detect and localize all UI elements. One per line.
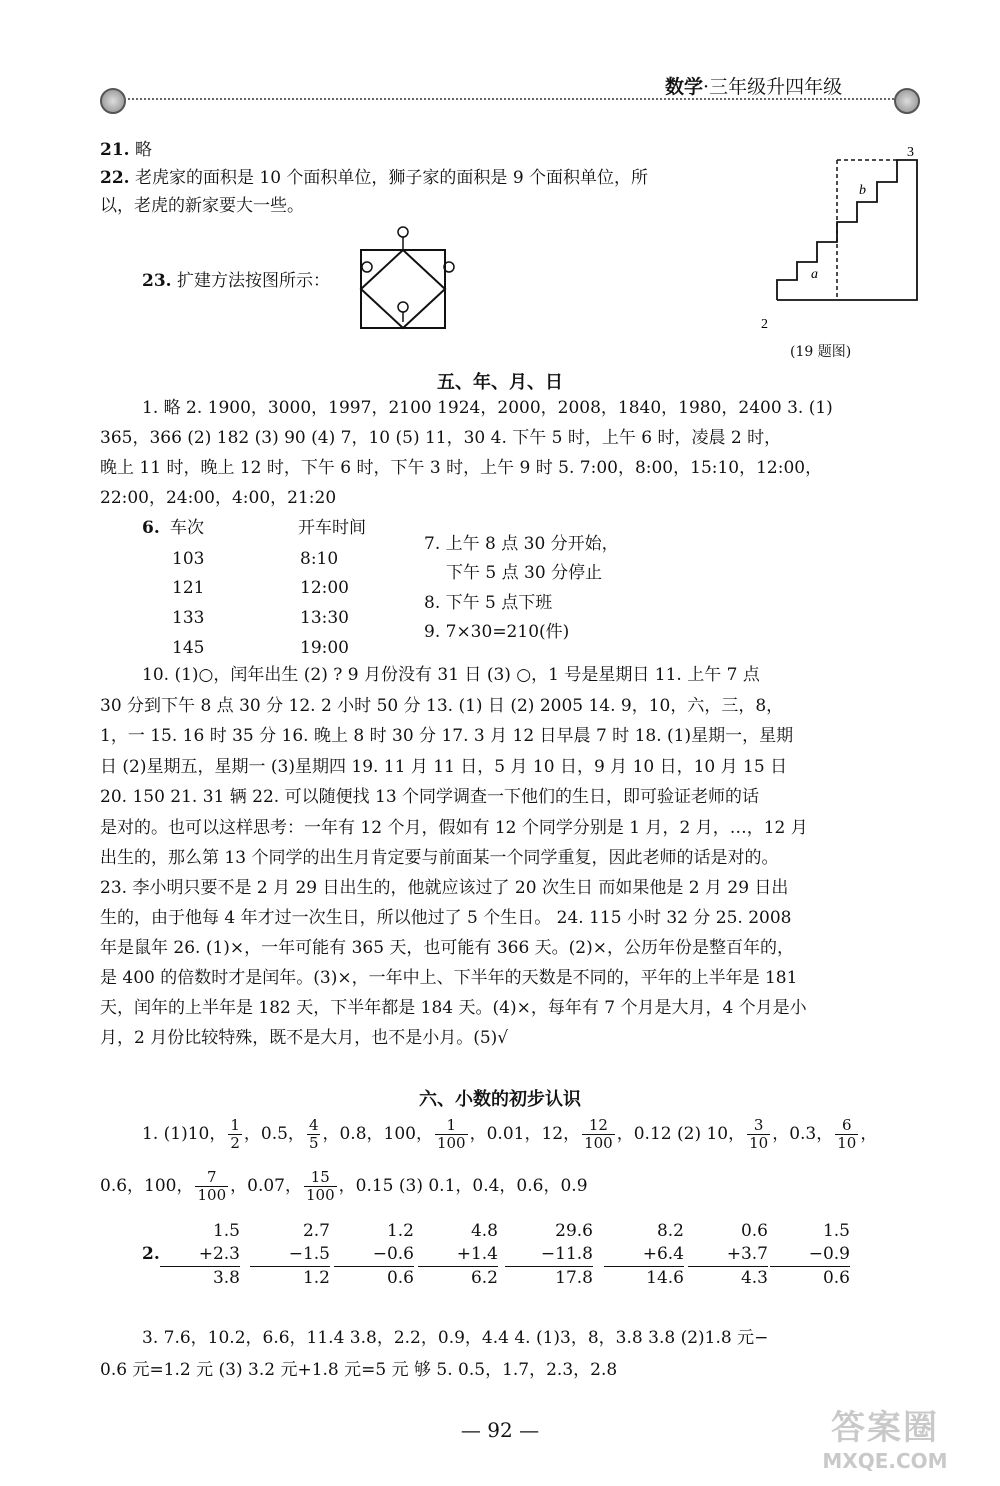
- section5-para-line: 天，闰年的上半年是 182 天，下半年都是 184 天。(4)×，每年有 7 个月是大月，4 个月是小: [100, 998, 807, 1018]
- q1-text: ，0.07，: [230, 1176, 302, 1196]
- calc-operand: +2.3: [160, 1243, 240, 1267]
- q2-label: 2.: [142, 1244, 160, 1264]
- table6-header-time: 开车时间: [298, 518, 366, 538]
- section6-q3-line2: 0.6 元=1.2 元 (3) 3.2 元+1.8 元=5 元 够 5. 0.5，1.7，2.3，2.8: [100, 1360, 618, 1380]
- table6-cell: 121: [172, 578, 205, 598]
- calc-operand: 1.5: [822, 1221, 850, 1241]
- table6-cell: 8:10: [300, 549, 339, 569]
- calc-result: 0.6: [822, 1268, 850, 1288]
- answer-22-text-cont: 以，老虎的新家要大一些。: [100, 196, 304, 216]
- numerator: 12: [582, 1117, 615, 1135]
- fraction: [304, 1169, 337, 1204]
- denominator: 10: [749, 1134, 769, 1152]
- calc-result: 3.8: [212, 1268, 240, 1288]
- header-left-ornament-icon: [100, 88, 126, 114]
- section5-para-line: 10. (1)○，闰年出生 (2) ? 9 月份没有 31 日 (3) ○，1 号是星期日 11. 上午 7 点: [142, 665, 760, 685]
- numerator: 3: [747, 1117, 770, 1135]
- q1-text: ，0.3，: [772, 1124, 834, 1144]
- figure-19-label-b: b: [859, 183, 866, 198]
- header-separator: ·: [703, 76, 710, 98]
- fraction: [835, 1117, 858, 1152]
- calc-result: 6.2: [470, 1268, 498, 1288]
- section5-title: 五、年、月、日: [437, 372, 563, 393]
- numerator: 7: [195, 1169, 228, 1187]
- answer-9: 9. 7×30=210(件): [424, 622, 570, 642]
- section5-para-line: 1，一 15. 16 时 35 分 16. 晚上 8 时 30 分 17. 3 月 12 日早晨 7 时 18. (1)星期一，星期: [100, 726, 794, 746]
- denominator: 5: [308, 1134, 319, 1152]
- header-subject: 数学: [665, 76, 704, 98]
- table6-cell: 12:00: [300, 578, 349, 598]
- figure-19-staircase-diagram: [755, 142, 935, 337]
- calc-operand: 4.8: [470, 1221, 498, 1241]
- vertical-calc: [334, 1220, 414, 1290]
- calc-result: 4.3: [740, 1268, 768, 1288]
- section5-para-line: 年是鼠年 26. (1)×，一年可能有 365 天，也可能有 366 天。(2)×，公历年份是整百年的，: [100, 938, 795, 958]
- denominator: 100: [584, 1134, 613, 1152]
- vertical-calc: [160, 1220, 240, 1290]
- fraction: [195, 1169, 228, 1204]
- calc-operand: −0.6: [334, 1243, 414, 1267]
- figure-23-expansion-diagram: [355, 222, 460, 332]
- calc-operand: 1.5: [212, 1221, 240, 1241]
- figure-19-label-3: 3: [907, 145, 914, 160]
- section5-line: 365，366 (2) 182 (3) 90 (4) 7，10 (5) 11，30 4. 下午 5 时，上午 6 时，凌晨 2 时，: [100, 428, 782, 448]
- denominator: 100: [436, 1134, 466, 1152]
- table6-cell: 145: [172, 638, 205, 658]
- watermark-brand: 答案圈: [831, 1408, 939, 1448]
- q1-text: 1. (1)10，: [142, 1124, 227, 1144]
- q1-text: ，0.15 (3) 0.1，0.4，0.6，0.9: [338, 1176, 588, 1196]
- answer-22-num: 22.: [100, 168, 130, 188]
- section5-para-line: 23. 李小明只要不是 2 月 29 日出生的，他就应该过了 20 次生日 而如果他是 2 月 29 日出: [100, 878, 789, 898]
- calc-operand: 0.6: [740, 1221, 768, 1241]
- watermark-url: MXQE.COM: [822, 1449, 948, 1473]
- fraction: [228, 1117, 242, 1152]
- vertical-calc: [604, 1220, 684, 1290]
- q1-text: ，0.5，: [243, 1124, 305, 1144]
- numerator: 6: [835, 1117, 858, 1135]
- numerator: 4: [308, 1116, 319, 1134]
- answer-7-cont: 下午 5 点 30 分停止: [446, 563, 603, 583]
- answer-23-num: 23.: [142, 271, 172, 291]
- q1-text: ，0.01，12，: [469, 1124, 581, 1144]
- fraction: [747, 1117, 770, 1152]
- answer-22-line1: [100, 168, 648, 189]
- table6-header-train: 车次: [170, 518, 204, 538]
- section5-para-line: 30 分到下午 8 点 30 分 12. 2 小时 50 分 13. (1) 日 (2) 2005 14. 9，10，六，三，8，: [100, 696, 784, 716]
- numerator: 1: [435, 1117, 468, 1135]
- q1-text: ，: [860, 1124, 878, 1144]
- calc-result: 1.2: [302, 1268, 330, 1288]
- answer-23-text: 扩建方法按图所示：: [176, 271, 330, 291]
- calc-operand: +6.4: [604, 1243, 684, 1267]
- page-number: — 92 —: [460, 1418, 540, 1442]
- section5-para-line: 是 400 的倍数时才是闰年。(3)×，一年中上、下半年的天数是不同的，平年的上半年是 181: [100, 968, 798, 988]
- figure-19-label-a: a: [811, 267, 818, 282]
- header-right-ornament-icon: [894, 88, 920, 114]
- section5-para-line: 出生的，那么第 13 个同学的出生月肯定要与前面某一个同学重复，因此老师的话是对的。: [100, 848, 779, 868]
- numerator: 1: [230, 1116, 240, 1134]
- denominator: 100: [197, 1186, 227, 1204]
- denominator: 10: [837, 1134, 857, 1152]
- header: [0, 0, 1000, 120]
- fraction: [307, 1117, 321, 1152]
- answer-23: [142, 271, 330, 292]
- section5-para-line: 日 (2)星期五，星期一 (3)星期四 19. 11 月 11 日，5 月 10 日，9 月 10 日，10 月 15 日: [100, 757, 788, 777]
- table6-cell: 103: [172, 549, 205, 569]
- answer-21-text: 略: [134, 140, 152, 160]
- q1-text: ，0.8，100，: [322, 1124, 433, 1144]
- section5-para-line: 是对的。也可以这样思考：一年有 12 个月，假如有 12 个同学分别是 1 月，2 月，…，12 月: [100, 818, 808, 838]
- section6-q3-line1: 3. 7.6，10.2，6.6，11.4 3.8，2.2，0.9，4.4 4. (1)3，8，3.8 3.8 (2)1.8 元−: [142, 1328, 769, 1348]
- denominator: 100: [305, 1186, 335, 1204]
- calc-result: 17.8: [555, 1268, 593, 1288]
- vertical-calc: [418, 1220, 498, 1290]
- vertical-calc: [505, 1220, 593, 1290]
- section6-title: 六、小数的初步认识: [419, 1089, 581, 1110]
- table6-cell: 133: [172, 608, 205, 628]
- calc-result: 14.6: [646, 1268, 684, 1288]
- calc-operand: −11.8: [505, 1243, 593, 1267]
- vertical-calc: [770, 1220, 850, 1290]
- calc-operand: +3.7: [688, 1243, 768, 1267]
- calc-operand: 1.2: [386, 1221, 414, 1241]
- calc-operand: −0.9: [770, 1243, 850, 1267]
- section5-line: 22:00，24:00，4:00，21:20: [100, 488, 337, 508]
- calc-operand: −1.5: [250, 1243, 330, 1267]
- vertical-calc: [250, 1220, 330, 1290]
- header-grade: 三年级升四年级: [709, 76, 843, 98]
- table6-cell: 19:00: [300, 638, 349, 658]
- vertical-calc: [688, 1220, 768, 1290]
- answer-8: 8. 下午 5 点下班: [424, 593, 553, 613]
- q1-text: ，0.12 (2) 10，: [616, 1124, 746, 1144]
- figure-19-label-2: 2: [761, 317, 768, 332]
- q1-text: 0.6，100，: [100, 1176, 194, 1196]
- header-title: [665, 72, 842, 99]
- table6-label: 6.: [142, 518, 160, 538]
- answer-22-text: 老虎家的面积是 10 个面积单位，狮子家的面积是 9 个面积单位，所: [134, 168, 649, 188]
- figure-19-caption: (19 题图): [790, 344, 852, 360]
- calc-operand: 29.6: [555, 1221, 593, 1241]
- calc-result: 0.6: [386, 1268, 414, 1288]
- denominator: 2: [230, 1134, 240, 1152]
- answer-22-line2: [100, 196, 304, 217]
- section5-para-line: 生的，由于他每 4 年才过一次生日，所以他过了 5 个生日。 24. 115 小时 32 分 25. 2008: [100, 908, 792, 928]
- numerator: 15: [304, 1169, 337, 1187]
- section5-para-line: 20. 150 21. 31 辆 22. 可以随便找 13 个同学调查一下他们的生日，即可验证老师的话: [100, 787, 760, 807]
- table6-cell: 13:30: [300, 608, 349, 628]
- section5-para-line: 月，2 月份比较特殊，既不是大月，也不是小月。(5)√: [100, 1028, 509, 1048]
- section6-q1-line2: [100, 1166, 588, 1206]
- answer-7: 7. 上午 8 点 30 分开始，: [424, 534, 619, 554]
- section6-q1-line1: [142, 1114, 877, 1154]
- calc-operand: 2.7: [302, 1221, 330, 1241]
- section5-line: 1. 略 2. 1900，3000，1997，2100 1924，2000，2008，1840，1980，2400 3. (1): [142, 398, 833, 418]
- section5-line: 晚上 11 时，晚上 12 时，下午 6 时，下午 3 时，上午 9 时 5. 7:00，8:00，15:10，12:00，: [100, 458, 823, 478]
- fraction: [582, 1117, 615, 1152]
- answer-21-num: 21.: [100, 140, 130, 160]
- answer-21: [100, 140, 152, 161]
- fraction: [435, 1117, 468, 1152]
- calc-operand: +1.4: [418, 1243, 498, 1267]
- calc-operand: 8.2: [656, 1221, 684, 1241]
- watermark-logo: [800, 1408, 970, 1480]
